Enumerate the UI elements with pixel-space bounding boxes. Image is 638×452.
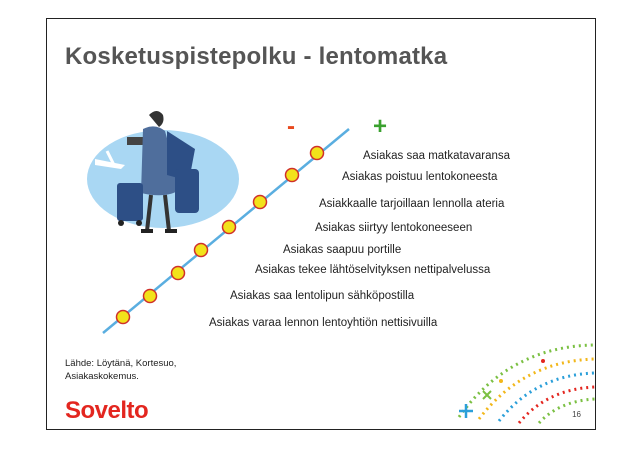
traveler-clipart: [87, 111, 239, 231]
touchpoint-8: [311, 147, 324, 160]
step-label-7: Asiakas poistuu lentokoneesta: [342, 171, 498, 183]
touchpoint-2: [144, 290, 157, 303]
slide-title: Kosketuspistepolku - lentomatka: [65, 43, 448, 70]
sovelto-logo: Sovelto: [65, 397, 149, 424]
positive-marker: +: [373, 113, 388, 140]
step-label-3: Asiakas tekee lähtöselvityksen nettipalvelussa: [255, 264, 491, 276]
step-label-8: Asiakas saa matkatavaransa: [363, 150, 511, 162]
step-label-2: Asiakas saa lentolipun sähköpostilla: [230, 290, 415, 302]
touchpoint-1: [117, 311, 130, 324]
touchpoint-7: [286, 169, 299, 182]
step-label-1: Asiakas varaa lennon lentoyhtiön nettisivuilla: [209, 317, 438, 329]
negative-marker: -: [287, 113, 295, 140]
step-label-5: Asiakas siirtyy lentokoneeseen: [315, 222, 473, 234]
touchpoint-6: [254, 196, 267, 209]
touchpoint-5: [223, 221, 236, 234]
touchpoint-4: [195, 244, 208, 257]
source-line-1: Lähde: Löytänä, Kortesuo,: [65, 358, 177, 369]
page-number: 16: [572, 410, 581, 419]
step-label-6: Asiakkaalle tarjoillaan lennolla ateria: [319, 198, 505, 210]
source-line-2: Asiakaskokemus.: [65, 371, 139, 382]
source-citation: [65, 357, 176, 383]
step-label-4: Asiakas saapuu portille: [283, 244, 402, 256]
slide: [46, 18, 596, 430]
touchpoint-3: [172, 267, 185, 280]
